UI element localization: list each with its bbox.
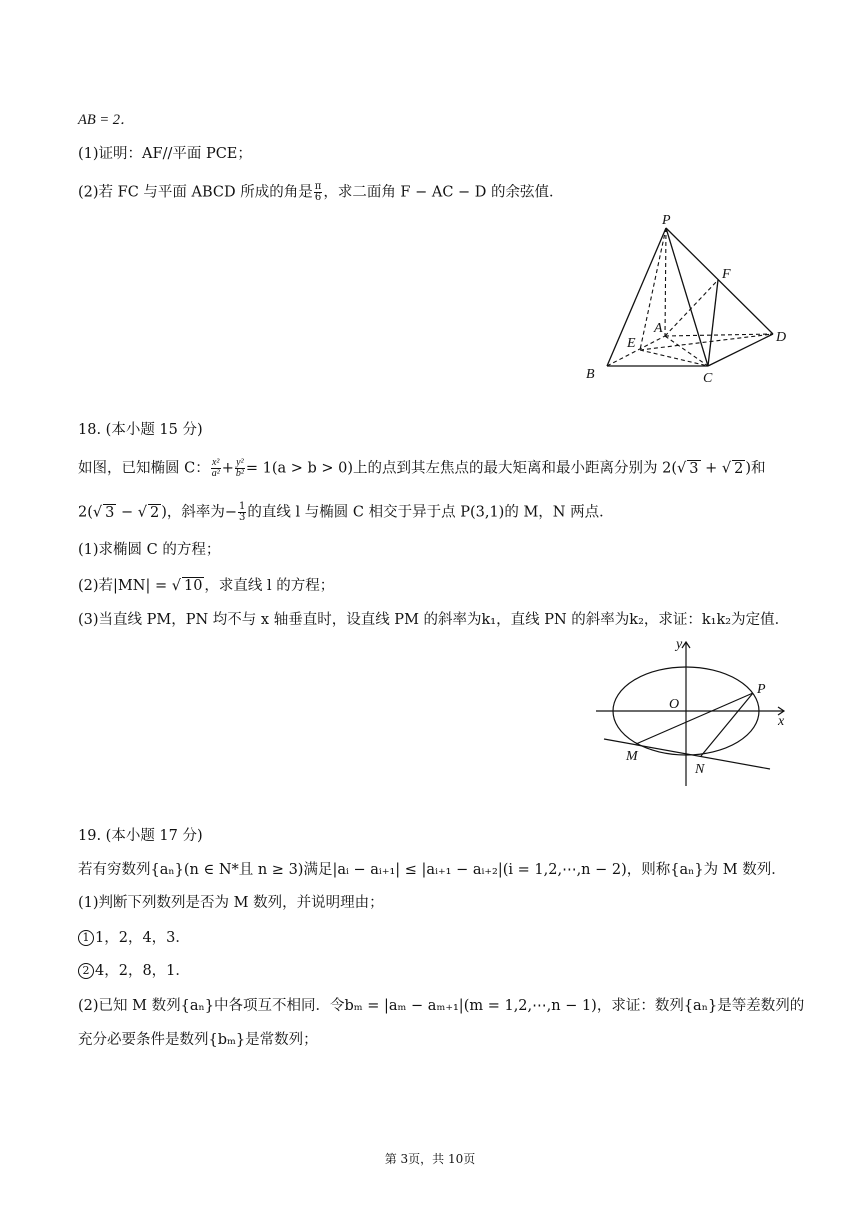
label-F: F	[722, 267, 731, 282]
q18-header: 18. (本小题 15 分)	[78, 422, 203, 438]
label-C: C	[703, 371, 713, 383]
q18-line2: 2(√ 3 − √ 2 )，斜率为− $\frac{1}{3}$ 的直线 l 与椭圆 C 相交于异于点 P(3,1)的 M，N 两点．	[78, 501, 614, 523]
q18-part3: (3)当直线 PM，PN 均不与 x 轴垂直时，设直线 PM 的斜率为k₁，直线 PN 的斜率为k₂，求证：k₁k₂为定值．	[78, 612, 790, 628]
q18-part2: (2)若|MN| = √ 10 ，求直线 l 的方程；	[78, 578, 335, 594]
label-y: y	[676, 637, 683, 652]
label-P: P	[662, 213, 671, 228]
label-x: x	[778, 714, 785, 729]
page-footer: 第 3页，共 10页	[384, 1152, 476, 1166]
pi-over-6: $\frac{\pi}{6}$	[314, 181, 322, 203]
pyramid-figure	[580, 208, 800, 383]
q18-line1: 如图，已知椭圆 C： $\frac{\text{x²}}{\text{a²}}$ + $\frac{\text{y²}}{\text{b²}}$ = 1(a > b > 0)上的点到其左焦点的最大矩离和最小距离分别为 2(√ 3 + √ 2 )和	[78, 457, 766, 479]
q19-part1: (1)判断下列数列是否为 M 数列，并说明理由；	[78, 895, 384, 911]
q19-part2-line1: (2)已知 M 数列{aₙ}中各项互不相同．令bₘ = |aₘ − aₘ₊₁|(m = 1,2,⋯,n − 1)，求证：数列{aₙ}是等差数列的	[78, 998, 805, 1014]
q19-case2: 2 4，2，8，1．	[78, 961, 190, 981]
q19-case1: 1 1，2，4，3．	[78, 928, 190, 948]
label-N: N	[695, 762, 705, 777]
label-D: D	[776, 330, 787, 345]
label-P2: P	[757, 682, 766, 697]
label-O: O	[669, 697, 680, 712]
q18-part1: (1)求椭圆 C 的方程；	[78, 542, 221, 558]
label-M: M	[626, 749, 638, 764]
label-A: A	[654, 321, 663, 336]
q17-line-ab: AB = 2．	[78, 112, 135, 128]
label-E: E	[627, 336, 636, 351]
q19-line1: 若有穷数列{aₙ}(n ∈ N*且 n ≥ 3)满足|aᵢ − aᵢ₊₁| ≤ |aᵢ₊₁ − aᵢ₊₂|(i = 1,2,⋯,n − 2)，则称{aₙ}为 M 数列．	[78, 862, 786, 878]
circled-two: 2	[78, 963, 94, 979]
q17-part2: (2)若 FC 与平面 ABCD 所成的角是 $\frac{\pi}{6}$ ，求二面角 F − AC − D 的余弦值．	[78, 181, 564, 203]
q19-part2-line2: 充分必要条件是数列{bₘ}是常数列；	[78, 1032, 318, 1048]
q19-header: 19. (本小题 17 分)	[78, 828, 203, 844]
q17-part1: (1)证明：AF//平面 PCE；	[78, 146, 252, 162]
ellipse-figure	[592, 632, 802, 792]
circled-one: 1	[78, 930, 94, 946]
label-B: B	[586, 367, 595, 382]
